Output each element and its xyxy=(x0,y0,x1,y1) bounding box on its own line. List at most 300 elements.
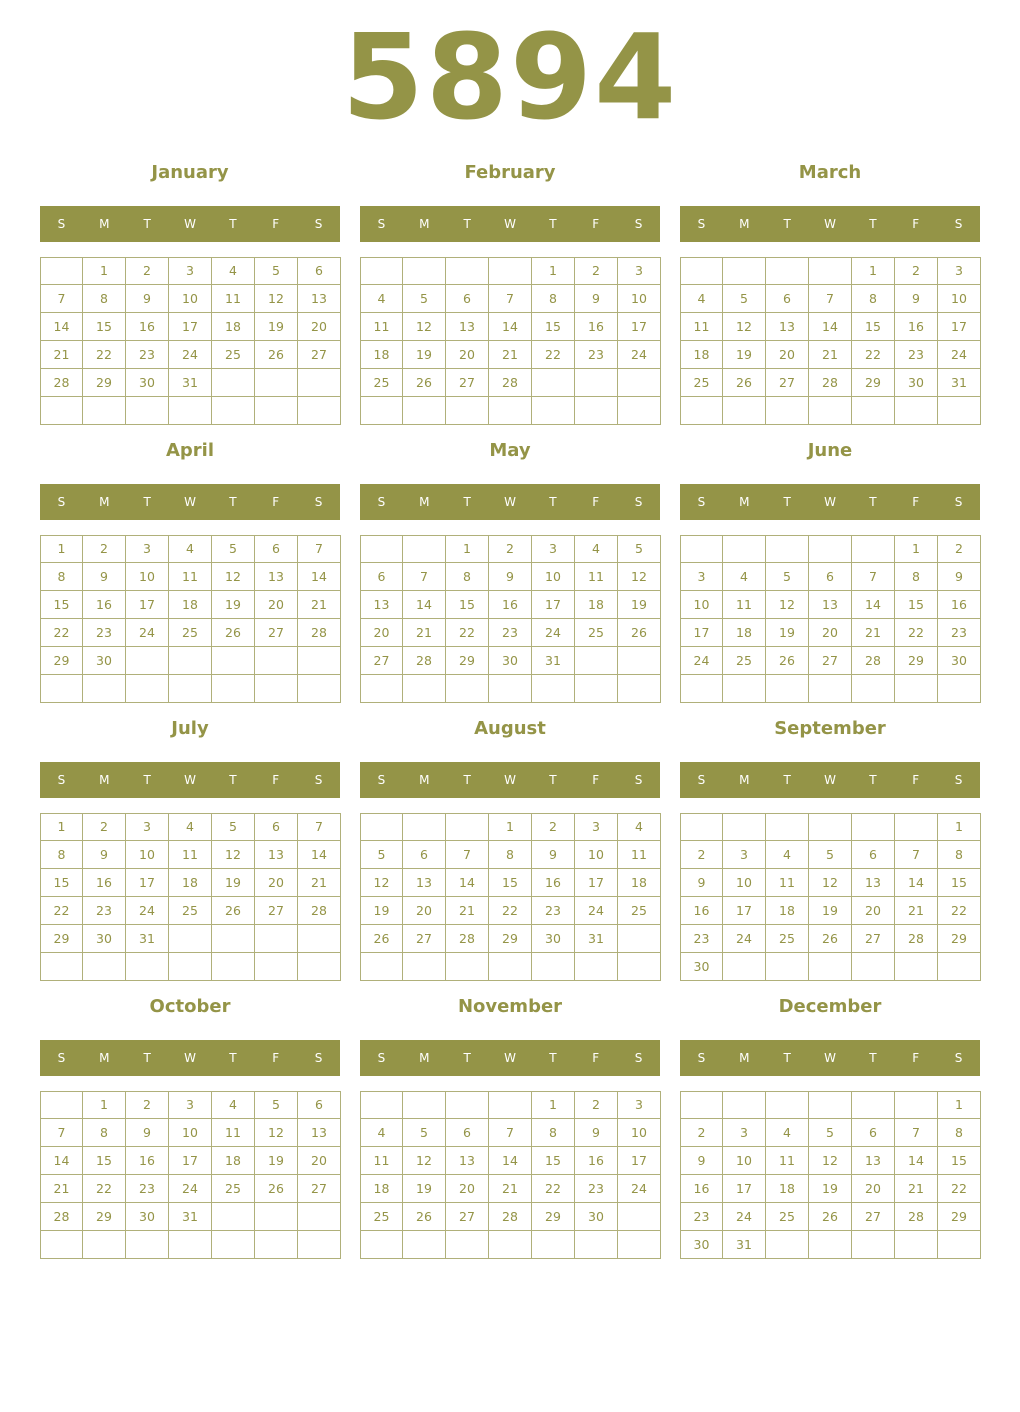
empty-day-cell xyxy=(126,675,169,703)
weekday-header xyxy=(360,484,660,520)
day-cell: 6 xyxy=(360,563,403,591)
weekday-label: T xyxy=(143,495,151,509)
weekday-label: T xyxy=(869,773,877,787)
empty-day-cell xyxy=(255,953,298,981)
month-august xyxy=(360,712,660,982)
weekday-label: S xyxy=(697,1051,706,1065)
empty-day-cell xyxy=(489,1091,532,1119)
day-cell: 27 xyxy=(766,369,809,397)
weekday-label: S xyxy=(377,773,386,787)
empty-day-cell xyxy=(446,257,489,285)
day-cell: 4 xyxy=(723,563,766,591)
day-cell: 27 xyxy=(809,647,852,675)
empty-day-cell xyxy=(360,675,403,703)
month-october xyxy=(40,990,340,1260)
empty-day-cell xyxy=(618,1203,661,1231)
weekday-label: T xyxy=(463,773,471,787)
day-cell: 19 xyxy=(403,341,446,369)
day-cell: 8 xyxy=(532,1119,575,1147)
day-cell: 14 xyxy=(895,869,938,897)
month-january xyxy=(40,156,340,426)
empty-day-cell xyxy=(298,925,341,953)
day-grid xyxy=(680,257,981,426)
day-cell: 12 xyxy=(255,1119,298,1147)
day-cell: 3 xyxy=(169,257,212,285)
day-cell: 7 xyxy=(40,285,83,313)
day-cell: 16 xyxy=(680,897,723,925)
day-cell: 28 xyxy=(298,619,341,647)
day-cell: 22 xyxy=(40,897,83,925)
day-cell: 21 xyxy=(446,897,489,925)
weekday-label: T xyxy=(783,1051,791,1065)
day-cell: 29 xyxy=(938,925,981,953)
weekday-label: M xyxy=(99,217,110,231)
day-cell: 7 xyxy=(852,563,895,591)
empty-day-cell xyxy=(489,953,532,981)
empty-day-cell xyxy=(40,1091,83,1119)
day-cell: 9 xyxy=(489,563,532,591)
month-march xyxy=(680,156,980,426)
day-cell: 7 xyxy=(403,563,446,591)
empty-day-cell xyxy=(852,535,895,563)
day-cell: 22 xyxy=(532,1175,575,1203)
empty-day-cell xyxy=(83,953,126,981)
day-cell: 10 xyxy=(575,841,618,869)
day-cell: 24 xyxy=(169,1175,212,1203)
day-cell: 10 xyxy=(126,563,169,591)
empty-day-cell xyxy=(895,1231,938,1259)
day-cell: 26 xyxy=(212,897,255,925)
day-cell: 25 xyxy=(360,369,403,397)
empty-day-cell xyxy=(446,1231,489,1259)
weekday-label: T xyxy=(783,495,791,509)
day-cell: 8 xyxy=(446,563,489,591)
day-cell: 21 xyxy=(895,1175,938,1203)
empty-day-cell xyxy=(575,647,618,675)
empty-day-cell xyxy=(895,813,938,841)
day-cell: 21 xyxy=(298,591,341,619)
empty-day-cell xyxy=(403,675,446,703)
weekday-header xyxy=(40,1040,340,1076)
day-cell: 9 xyxy=(680,869,723,897)
weekday-label: M xyxy=(419,773,430,787)
day-cell: 25 xyxy=(575,619,618,647)
day-cell: 5 xyxy=(723,285,766,313)
empty-day-cell xyxy=(40,257,83,285)
weekday-label: T xyxy=(869,495,877,509)
day-cell: 7 xyxy=(895,1119,938,1147)
day-cell: 18 xyxy=(766,1175,809,1203)
day-cell: 9 xyxy=(575,1119,618,1147)
day-cell: 24 xyxy=(723,925,766,953)
day-cell: 23 xyxy=(680,925,723,953)
empty-day-cell xyxy=(938,953,981,981)
empty-day-cell xyxy=(212,953,255,981)
empty-day-cell xyxy=(126,647,169,675)
weekday-label: W xyxy=(504,495,516,509)
day-cell: 8 xyxy=(489,841,532,869)
empty-day-cell xyxy=(255,647,298,675)
day-cell: 11 xyxy=(212,285,255,313)
day-cell: 6 xyxy=(446,1119,489,1147)
day-cell: 4 xyxy=(618,813,661,841)
day-cell: 29 xyxy=(489,925,532,953)
weekday-label: T xyxy=(229,1051,237,1065)
day-cell: 5 xyxy=(212,813,255,841)
day-cell: 22 xyxy=(83,341,126,369)
day-cell: 14 xyxy=(809,313,852,341)
weekday-label: M xyxy=(739,773,750,787)
day-cell: 31 xyxy=(126,925,169,953)
day-cell: 29 xyxy=(83,1203,126,1231)
day-cell: 28 xyxy=(40,369,83,397)
day-cell: 8 xyxy=(40,563,83,591)
weekday-label: T xyxy=(463,1051,471,1065)
day-cell: 15 xyxy=(532,313,575,341)
day-cell: 10 xyxy=(169,285,212,313)
weekday-label: M xyxy=(739,495,750,509)
day-cell: 6 xyxy=(298,1091,341,1119)
day-cell: 20 xyxy=(446,1175,489,1203)
day-cell: 16 xyxy=(83,591,126,619)
empty-day-cell xyxy=(680,257,723,285)
day-cell: 20 xyxy=(255,591,298,619)
empty-day-cell xyxy=(255,369,298,397)
empty-day-cell xyxy=(532,953,575,981)
day-cell: 8 xyxy=(895,563,938,591)
day-cell: 11 xyxy=(766,1147,809,1175)
day-cell: 19 xyxy=(360,897,403,925)
empty-day-cell xyxy=(403,1231,446,1259)
day-cell: 1 xyxy=(532,257,575,285)
day-cell: 22 xyxy=(83,1175,126,1203)
day-cell: 15 xyxy=(938,869,981,897)
day-cell: 4 xyxy=(766,1119,809,1147)
day-cell: 31 xyxy=(532,647,575,675)
day-cell: 20 xyxy=(852,897,895,925)
day-cell: 11 xyxy=(575,563,618,591)
weekday-label: F xyxy=(912,217,920,231)
empty-day-cell xyxy=(618,647,661,675)
empty-day-cell xyxy=(298,953,341,981)
day-cell: 25 xyxy=(169,619,212,647)
day-grid xyxy=(360,257,661,426)
day-cell: 25 xyxy=(360,1203,403,1231)
empty-day-cell xyxy=(575,675,618,703)
day-cell: 2 xyxy=(575,257,618,285)
day-cell: 7 xyxy=(895,841,938,869)
weekday-label: T xyxy=(229,217,237,231)
day-cell: 30 xyxy=(489,647,532,675)
day-cell: 7 xyxy=(489,285,532,313)
month-name: November xyxy=(457,996,563,1017)
day-cell: 10 xyxy=(680,591,723,619)
day-cell: 15 xyxy=(938,1147,981,1175)
weekday-label: S xyxy=(314,1051,323,1065)
day-cell: 7 xyxy=(489,1119,532,1147)
empty-day-cell xyxy=(766,1231,809,1259)
day-cell: 31 xyxy=(723,1231,766,1259)
weekday-label: F xyxy=(272,495,280,509)
weekday-label: M xyxy=(739,217,750,231)
day-cell: 27 xyxy=(298,341,341,369)
day-cell: 21 xyxy=(852,619,895,647)
empty-day-cell xyxy=(938,675,981,703)
weekday-label: T xyxy=(229,495,237,509)
day-cell: 19 xyxy=(809,1175,852,1203)
day-cell: 12 xyxy=(809,1147,852,1175)
day-cell: 7 xyxy=(446,841,489,869)
day-cell: 25 xyxy=(680,369,723,397)
day-cell: 12 xyxy=(403,1147,446,1175)
weekday-label: M xyxy=(99,1051,110,1065)
day-cell: 13 xyxy=(298,285,341,313)
day-cell: 13 xyxy=(446,313,489,341)
month-april xyxy=(40,434,340,704)
empty-day-cell xyxy=(809,397,852,425)
day-cell: 15 xyxy=(532,1147,575,1175)
day-cell: 27 xyxy=(446,1203,489,1231)
empty-day-cell xyxy=(766,397,809,425)
day-cell: 13 xyxy=(255,841,298,869)
weekday-header xyxy=(40,762,340,798)
month-july xyxy=(40,712,340,982)
day-cell: 19 xyxy=(809,897,852,925)
day-cell: 26 xyxy=(360,925,403,953)
day-cell: 17 xyxy=(680,619,723,647)
empty-day-cell xyxy=(360,397,403,425)
weekday-label: S xyxy=(57,217,66,231)
day-grid xyxy=(40,813,341,982)
day-cell: 17 xyxy=(723,897,766,925)
empty-day-cell xyxy=(575,397,618,425)
day-cell: 11 xyxy=(360,1147,403,1175)
day-cell: 10 xyxy=(126,841,169,869)
day-cell: 11 xyxy=(723,591,766,619)
empty-day-cell xyxy=(809,1231,852,1259)
day-cell: 18 xyxy=(575,591,618,619)
empty-day-cell xyxy=(446,1091,489,1119)
month-december xyxy=(680,990,980,1260)
day-cell: 30 xyxy=(83,647,126,675)
day-cell: 3 xyxy=(126,813,169,841)
weekday-label: S xyxy=(57,1051,66,1065)
day-cell: 3 xyxy=(938,257,981,285)
empty-day-cell xyxy=(298,647,341,675)
day-cell: 23 xyxy=(489,619,532,647)
empty-day-cell xyxy=(403,813,446,841)
day-cell: 17 xyxy=(618,1147,661,1175)
empty-day-cell xyxy=(212,1231,255,1259)
weekday-label: T xyxy=(549,495,557,509)
day-cell: 19 xyxy=(255,313,298,341)
empty-day-cell xyxy=(618,397,661,425)
weekday-label: T xyxy=(869,1051,877,1065)
empty-day-cell xyxy=(360,257,403,285)
day-cell: 14 xyxy=(403,591,446,619)
day-cell: 1 xyxy=(532,1091,575,1119)
day-cell: 17 xyxy=(126,591,169,619)
day-cell: 12 xyxy=(403,313,446,341)
day-cell: 22 xyxy=(938,1175,981,1203)
empty-day-cell xyxy=(360,813,403,841)
day-cell: 2 xyxy=(126,257,169,285)
day-cell: 14 xyxy=(489,313,532,341)
day-cell: 5 xyxy=(809,1119,852,1147)
day-cell: 7 xyxy=(298,813,341,841)
day-cell: 11 xyxy=(169,563,212,591)
day-cell: 18 xyxy=(618,869,661,897)
day-cell: 10 xyxy=(532,563,575,591)
weekday-label: M xyxy=(99,495,110,509)
empty-day-cell xyxy=(618,953,661,981)
weekday-label: T xyxy=(549,1051,557,1065)
day-cell: 31 xyxy=(169,369,212,397)
day-cell: 27 xyxy=(446,369,489,397)
weekday-label: W xyxy=(184,773,196,787)
day-cell: 9 xyxy=(575,285,618,313)
day-cell: 9 xyxy=(83,841,126,869)
month-september xyxy=(680,712,980,982)
weekday-label: S xyxy=(57,773,66,787)
weekday-label: T xyxy=(143,217,151,231)
empty-day-cell xyxy=(169,953,212,981)
empty-day-cell xyxy=(680,397,723,425)
empty-day-cell xyxy=(895,1091,938,1119)
day-cell: 5 xyxy=(809,841,852,869)
weekday-label: S xyxy=(697,495,706,509)
weekday-header xyxy=(40,484,340,520)
day-cell: 4 xyxy=(212,1091,255,1119)
day-cell: 21 xyxy=(403,619,446,647)
day-cell: 23 xyxy=(126,1175,169,1203)
weekday-label: S xyxy=(377,217,386,231)
weekday-label: T xyxy=(783,217,791,231)
weekday-label: T xyxy=(783,773,791,787)
day-cell: 10 xyxy=(723,1147,766,1175)
weekday-label: M xyxy=(99,773,110,787)
day-cell: 10 xyxy=(618,1119,661,1147)
day-cell: 1 xyxy=(83,257,126,285)
day-cell: 23 xyxy=(83,897,126,925)
weekday-label: S xyxy=(634,1051,643,1065)
day-cell: 18 xyxy=(212,313,255,341)
day-cell: 16 xyxy=(126,313,169,341)
day-cell: 16 xyxy=(489,591,532,619)
empty-day-cell xyxy=(723,257,766,285)
day-cell: 27 xyxy=(298,1175,341,1203)
day-cell: 15 xyxy=(40,869,83,897)
day-cell: 2 xyxy=(126,1091,169,1119)
empty-day-cell xyxy=(618,675,661,703)
weekday-label: T xyxy=(549,773,557,787)
day-cell: 18 xyxy=(169,591,212,619)
day-cell: 17 xyxy=(938,313,981,341)
empty-day-cell xyxy=(766,675,809,703)
day-cell: 3 xyxy=(618,1091,661,1119)
day-cell: 23 xyxy=(575,1175,618,1203)
day-cell: 24 xyxy=(126,897,169,925)
empty-day-cell xyxy=(169,397,212,425)
day-cell: 6 xyxy=(255,813,298,841)
day-cell: 19 xyxy=(212,591,255,619)
day-cell: 7 xyxy=(809,285,852,313)
day-cell: 11 xyxy=(766,869,809,897)
day-cell: 30 xyxy=(680,1231,723,1259)
day-cell: 8 xyxy=(532,285,575,313)
day-cell: 15 xyxy=(40,591,83,619)
month-name: February xyxy=(464,162,556,183)
day-cell: 30 xyxy=(126,1203,169,1231)
day-cell: 9 xyxy=(126,1119,169,1147)
day-cell: 4 xyxy=(680,285,723,313)
month-february xyxy=(360,156,660,426)
empty-day-cell xyxy=(766,1091,809,1119)
day-cell: 4 xyxy=(169,813,212,841)
weekday-label: T xyxy=(549,217,557,231)
day-cell: 19 xyxy=(403,1175,446,1203)
day-cell: 4 xyxy=(766,841,809,869)
day-cell: 16 xyxy=(680,1175,723,1203)
empty-day-cell xyxy=(298,397,341,425)
day-cell: 26 xyxy=(809,925,852,953)
day-cell: 20 xyxy=(809,619,852,647)
empty-day-cell xyxy=(403,535,446,563)
day-cell: 11 xyxy=(212,1119,255,1147)
day-cell: 13 xyxy=(446,1147,489,1175)
day-cell: 6 xyxy=(809,563,852,591)
empty-day-cell xyxy=(852,1231,895,1259)
weekday-label: M xyxy=(739,1051,750,1065)
day-cell: 29 xyxy=(895,647,938,675)
weekday-label: S xyxy=(697,217,706,231)
weekday-label: T xyxy=(869,217,877,231)
weekday-header xyxy=(680,762,980,798)
empty-day-cell xyxy=(489,397,532,425)
day-cell: 9 xyxy=(532,841,575,869)
day-cell: 19 xyxy=(723,341,766,369)
day-cell: 4 xyxy=(360,285,403,313)
weekday-label: S xyxy=(377,1051,386,1065)
day-cell: 4 xyxy=(360,1119,403,1147)
weekday-header xyxy=(40,206,340,242)
day-cell: 25 xyxy=(618,897,661,925)
weekday-label: M xyxy=(419,495,430,509)
day-cell: 19 xyxy=(766,619,809,647)
empty-day-cell xyxy=(809,953,852,981)
year-title: 5894 xyxy=(341,8,679,146)
empty-day-cell xyxy=(895,397,938,425)
empty-day-cell xyxy=(446,953,489,981)
day-cell: 2 xyxy=(489,535,532,563)
weekday-header xyxy=(680,206,980,242)
empty-day-cell xyxy=(83,1231,126,1259)
day-cell: 27 xyxy=(255,897,298,925)
weekday-label: F xyxy=(272,773,280,787)
day-cell: 24 xyxy=(169,341,212,369)
empty-day-cell xyxy=(212,925,255,953)
day-cell: 13 xyxy=(766,313,809,341)
empty-day-cell xyxy=(852,813,895,841)
day-cell: 17 xyxy=(618,313,661,341)
day-cell: 26 xyxy=(618,619,661,647)
weekday-label: S xyxy=(314,217,323,231)
empty-day-cell xyxy=(403,953,446,981)
empty-day-cell xyxy=(298,1203,341,1231)
empty-day-cell xyxy=(723,535,766,563)
empty-day-cell xyxy=(446,813,489,841)
empty-day-cell xyxy=(255,925,298,953)
